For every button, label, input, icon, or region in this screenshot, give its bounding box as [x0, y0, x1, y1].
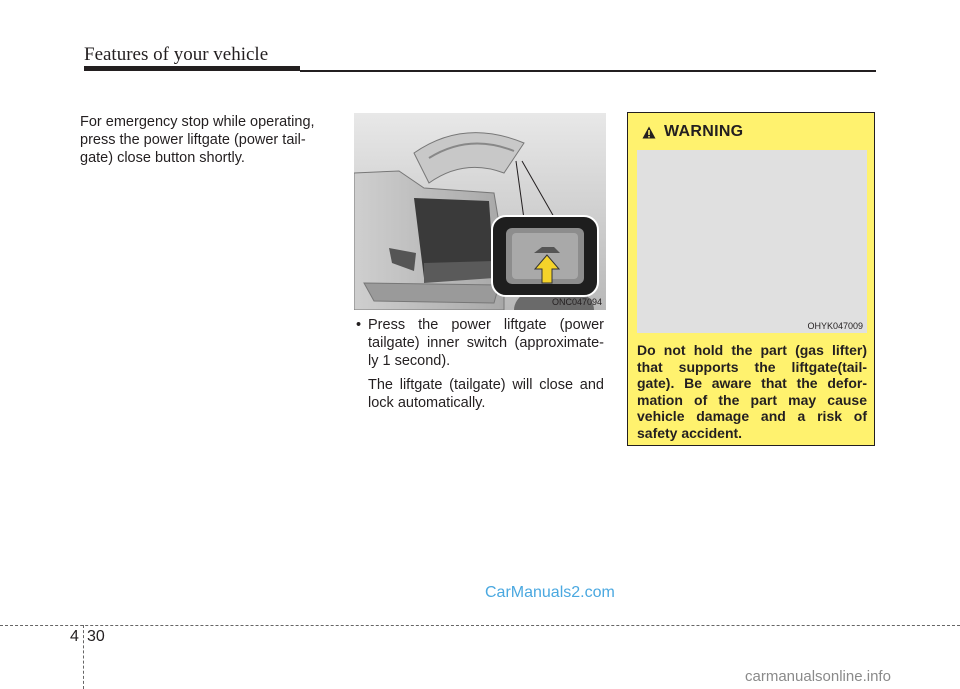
header-rule-thin — [300, 70, 876, 72]
liftgate-photo — [354, 113, 606, 310]
text-line: mation of the part may cause — [637, 391, 867, 408]
page-header-title: Features of your vehicle — [84, 44, 269, 65]
text-line: Do not hold the part (gas lifter) — [637, 342, 867, 358]
footer-site-link[interactable]: carmanualsonline.info — [745, 668, 891, 685]
warning-box — [627, 112, 875, 446]
warning-image-code: OHYK047009 — [807, 321, 863, 331]
footer-vertical-divider — [83, 625, 84, 689]
bullet-followup-paragraph — [368, 376, 604, 412]
liftgate-illustration — [354, 113, 606, 310]
page-section-number: 4 — [70, 628, 79, 645]
text-line: Press the power liftgate (power — [368, 317, 604, 333]
photo-code: ONC047094 — [551, 297, 602, 307]
bullet-instruction — [356, 316, 604, 412]
emergency-stop-paragraph — [80, 113, 334, 167]
watermark-link[interactable]: CarManuals2.com — [485, 584, 615, 601]
warning-header — [642, 123, 743, 141]
text-line: gate). Be aware that the defor- — [637, 375, 867, 391]
text-line: gate) close button shortly. — [80, 150, 245, 166]
warning-title: WARNING — [664, 123, 744, 140]
text-line: For emergency stop while operating, — [80, 114, 315, 130]
bullet-dot-icon: • — [356, 317, 362, 333]
footer-divider — [0, 625, 960, 626]
page-number: 30 — [87, 628, 105, 645]
text-line: lock automatically. — [368, 395, 486, 411]
text-line: safety accident. — [637, 424, 743, 441]
warning-triangle-icon — [642, 126, 656, 139]
warning-text — [637, 342, 867, 441]
text-line: ly 1 second). — [368, 353, 451, 369]
text-line: that supports the liftgate(tail- — [637, 358, 867, 375]
text-line: press the power liftgate (power tail- — [80, 132, 306, 148]
text-line: The liftgate (tailgate) will close and — [368, 377, 604, 393]
text-line: tailgate) inner switch (approximate- — [368, 335, 604, 351]
text-line: vehicle damage and a risk of — [637, 408, 867, 424]
header-rule-thick — [84, 66, 300, 71]
warning-image — [637, 150, 867, 333]
